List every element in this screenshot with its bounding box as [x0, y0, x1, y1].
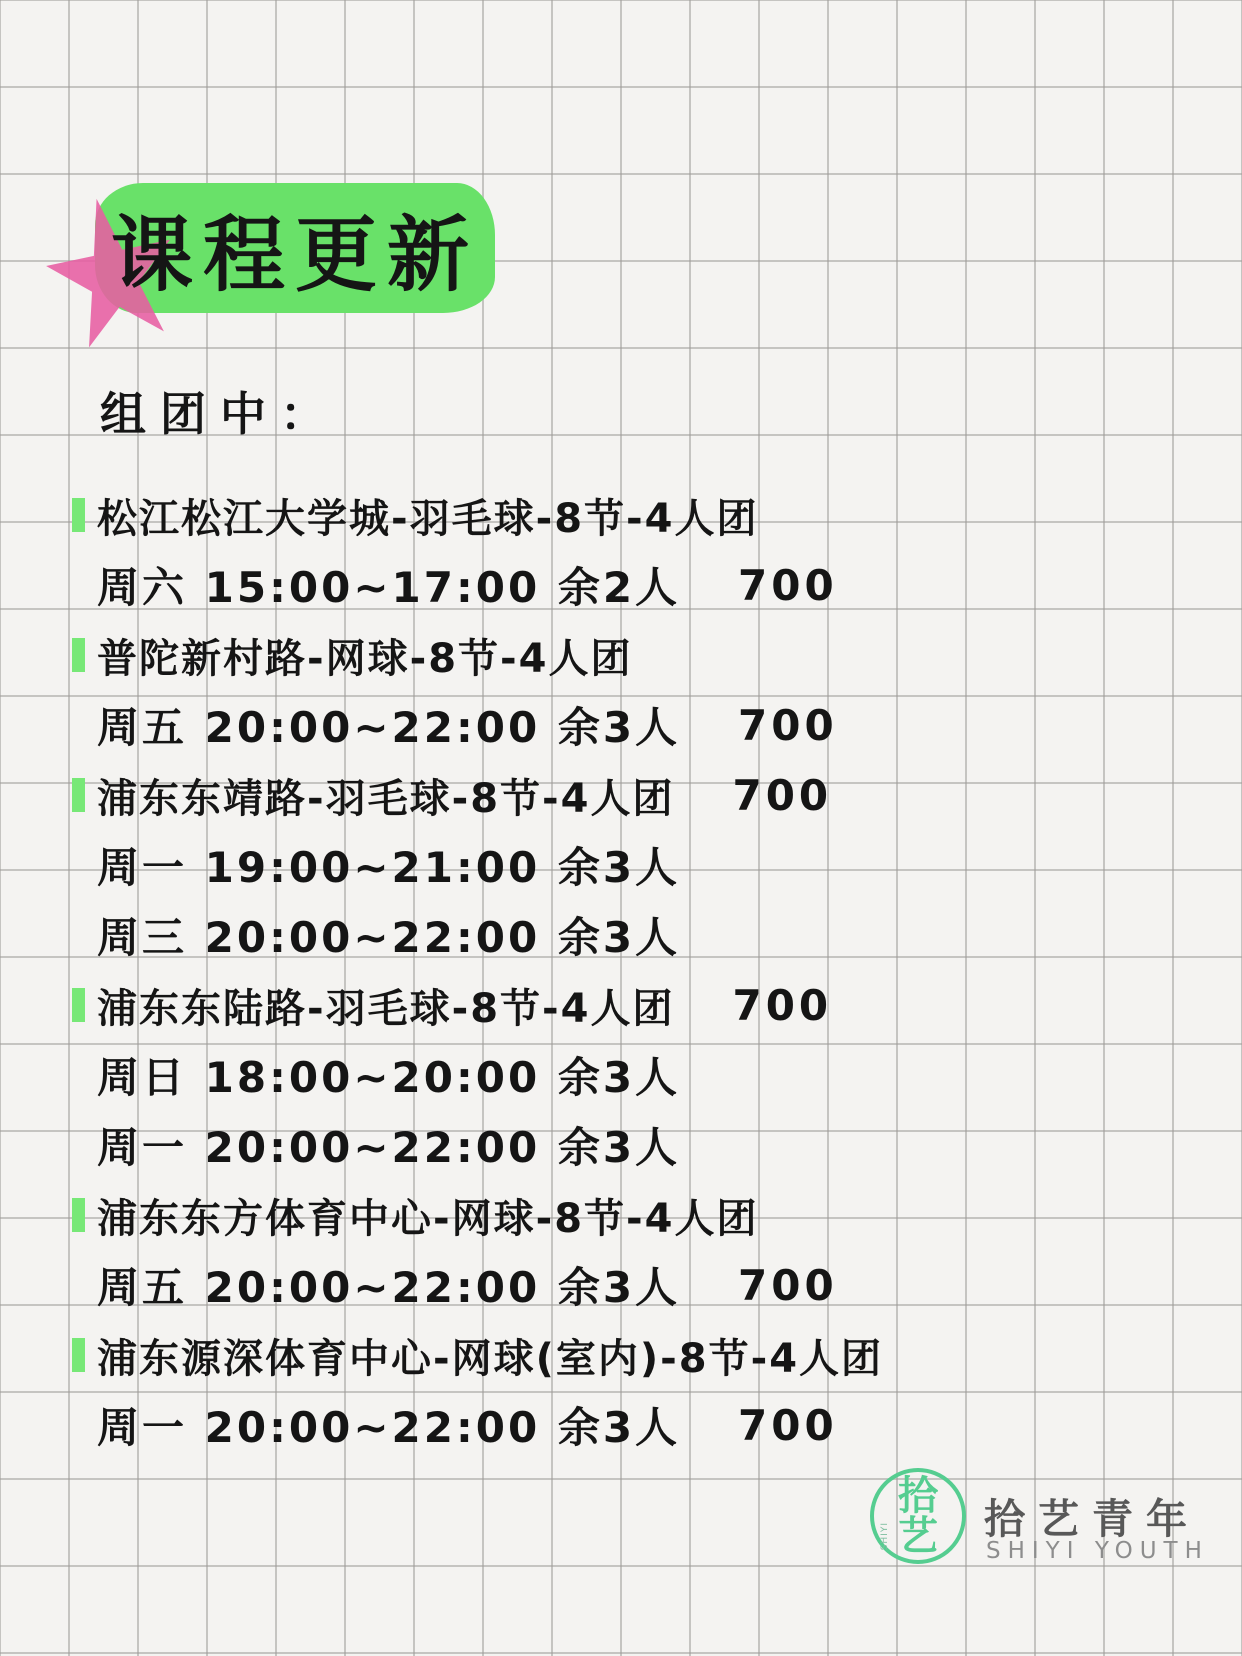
bullet-marker-icon	[72, 1198, 85, 1232]
schedule-text: 周一 20:00~22:00 余3人	[97, 1123, 681, 1172]
course-row	[72, 1180, 1182, 1250]
course-row	[72, 480, 1182, 550]
schedule-price: 700	[738, 1400, 838, 1450]
schedule-text: 周三 20:00~22:00 余3人	[97, 913, 681, 962]
schedule-row	[72, 550, 1182, 620]
logo-char-bottom: 艺	[898, 1513, 938, 1559]
course-list	[72, 480, 1182, 1460]
logo-char-top: 拾	[898, 1473, 938, 1519]
course-name: 松江松江大学城-羽毛球-8节-4人团	[97, 495, 759, 542]
schedule-price: 700	[738, 1260, 838, 1310]
logo-circle-characters	[898, 1473, 938, 1559]
course-name: 浦东东靖路-羽毛球-8节-4人团	[97, 775, 675, 822]
bullet-marker-icon	[72, 778, 85, 812]
schedule-row	[72, 690, 1182, 760]
schedule-text: 周五 20:00~22:00 余3人	[97, 703, 681, 752]
schedule-row	[72, 1110, 1182, 1180]
schedule-row	[72, 900, 1182, 970]
bullet-marker-icon	[72, 1338, 85, 1372]
schedule-text: 周六 15:00~17:00 余2人	[97, 563, 681, 612]
course-name: 浦东源深体育中心-网球(室内)-8节-4人团	[97, 1335, 884, 1382]
course-row	[72, 1320, 1182, 1390]
section-label: 组团中：	[100, 387, 340, 441]
schedule-row	[72, 1040, 1182, 1110]
schedule-text: 周五 20:00~22:00 余3人	[97, 1263, 681, 1312]
logo-name-en: SHIYI YOUTH	[986, 1538, 1209, 1564]
schedule-row	[72, 1250, 1182, 1320]
logo-circle-icon	[870, 1468, 966, 1564]
course-name: 浦东东方体育中心-网球-8节-4人团	[97, 1195, 759, 1242]
course-name: 浦东东陆路-羽毛球-8节-4人团	[97, 985, 675, 1032]
page-title: 课程更新	[110, 207, 479, 303]
course-row	[72, 620, 1182, 690]
logo-vertical-text: SHIYI	[880, 1522, 890, 1551]
schedule-price: 700	[738, 700, 838, 750]
course-name: 普陀新村路-网球-8节-4人团	[97, 635, 633, 682]
schedule-row	[72, 830, 1182, 900]
bullet-marker-icon	[72, 498, 85, 532]
schedule-text: 周日 18:00~20:00 余3人	[97, 1053, 681, 1102]
course-price: 700	[732, 770, 833, 820]
title-badge-group	[95, 183, 495, 313]
schedule-row	[72, 1390, 1182, 1460]
course-row	[72, 760, 1182, 830]
brand-logo	[866, 1462, 1209, 1592]
schedule-text: 周一 19:00~21:00 余3人	[97, 843, 681, 892]
bullet-marker-icon	[72, 988, 85, 1022]
schedule-text: 周一 20:00~22:00 余3人	[97, 1403, 681, 1452]
course-price: 700	[732, 980, 833, 1030]
logo-name-cn: 拾艺青年	[984, 1495, 1200, 1543]
bullet-marker-icon	[72, 638, 85, 672]
schedule-price: 700	[738, 560, 838, 610]
course-row	[72, 970, 1182, 1040]
